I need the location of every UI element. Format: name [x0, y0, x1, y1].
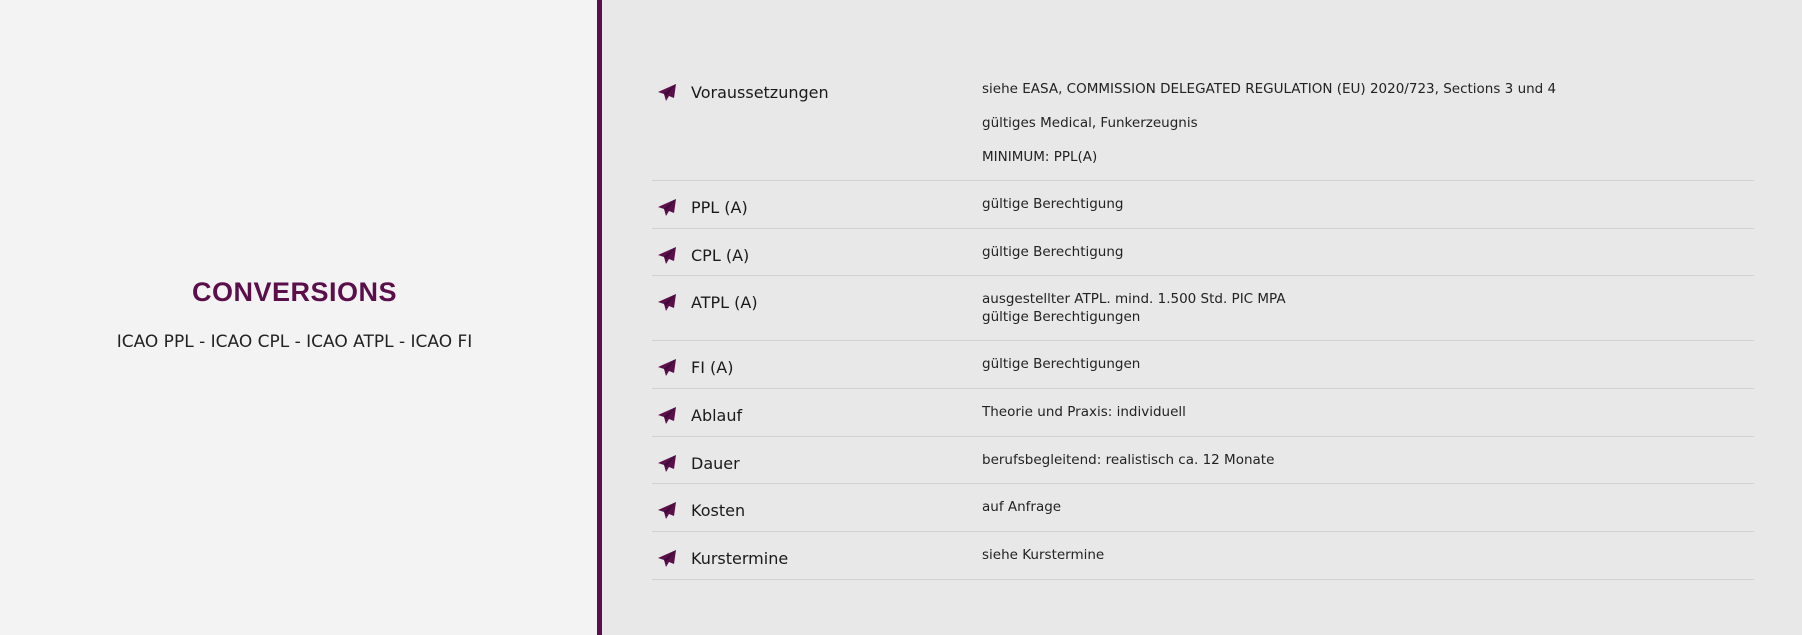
details-panel: [602, 0, 1802, 635]
detail-label-text: Voraussetzungen: [691, 83, 829, 102]
detail-label-text: PPL (A): [691, 198, 748, 217]
detail-row: [652, 229, 1754, 276]
detail-row-label: [652, 389, 982, 436]
paper-plane-icon: [657, 454, 677, 474]
detail-row-label: [652, 229, 982, 275]
section-title: CONVERSIONS: [191, 277, 398, 307]
detail-label-text: Ablauf: [691, 406, 743, 425]
detail-value-line: siehe Kurstermine: [982, 547, 1105, 563]
detail-row-value: [982, 181, 1754, 228]
paper-plane-icon: [657, 549, 677, 569]
detail-row-label: [652, 437, 982, 483]
detail-row: [652, 341, 1754, 389]
paper-plane-icon: [657, 406, 677, 426]
detail-row-value: [982, 66, 1754, 180]
detail-value-line: MINIMUM: PPL(A): [982, 149, 1098, 165]
detail-row-value: [982, 484, 1754, 531]
detail-label-text: FI (A): [691, 358, 734, 377]
section-subtitle: ICAO PPL - ICAO CPL - ICAO ATPL - ICAO FI: [116, 332, 473, 352]
detail-row-label: [652, 276, 982, 340]
detail-row-value: [982, 229, 1754, 275]
detail-row-value: [982, 276, 1754, 340]
detail-value-line: siehe EASA, COMMISSION DELEGATED REGULATION (EU) 2020/723, Sections 3 und 4: [982, 81, 1557, 97]
detail-value-line: gültige Berechtigungen: [982, 309, 1141, 325]
paper-plane-icon: [657, 246, 677, 266]
detail-label-text: ATPL (A): [691, 293, 758, 312]
detail-label-text: Dauer: [691, 454, 740, 473]
detail-row: [652, 276, 1754, 341]
detail-row: [652, 484, 1754, 532]
detail-row: [652, 389, 1754, 437]
detail-value-line: ausgestellter ATPL. mind. 1.500 Std. PIC MPA: [982, 291, 1286, 307]
paper-plane-icon: [657, 293, 677, 313]
paper-plane-icon: [657, 198, 677, 218]
paper-plane-icon: [657, 83, 677, 103]
detail-label-text: Kurstermine: [691, 549, 789, 568]
details-table: [652, 66, 1754, 580]
detail-row-label: [652, 484, 982, 531]
detail-value-line: auf Anfrage: [982, 499, 1062, 515]
detail-row: [652, 181, 1754, 229]
paper-plane-icon: [657, 358, 677, 378]
detail-row: [652, 437, 1754, 484]
intro-panel: [0, 0, 597, 635]
detail-row-value: [982, 341, 1754, 388]
detail-label-text: Kosten: [691, 501, 746, 520]
detail-row-label: [652, 181, 982, 228]
detail-row-label: [652, 532, 982, 579]
detail-value-line: gültige Berechtigung: [982, 244, 1124, 260]
detail-row-value: [982, 437, 1754, 483]
detail-row-label: [652, 66, 982, 180]
detail-row-label: [652, 341, 982, 388]
intro-content: [0, 272, 589, 354]
detail-row-value: [982, 389, 1754, 436]
detail-value-line: gültige Berechtigung: [982, 196, 1124, 212]
detail-value-line: berufsbegleitend: realistisch ca. 12 Monate: [982, 452, 1275, 468]
detail-value-line: Theorie und Praxis: individuell: [982, 404, 1186, 420]
detail-label-text: CPL (A): [691, 246, 750, 265]
detail-row-value: [982, 532, 1754, 579]
detail-value-line: gültiges Medical, Funkerzeugnis: [982, 115, 1198, 131]
detail-value-line: gültige Berechtigungen: [982, 356, 1141, 372]
detail-row: [652, 532, 1754, 580]
paper-plane-icon: [657, 501, 677, 521]
detail-row: [652, 66, 1754, 181]
